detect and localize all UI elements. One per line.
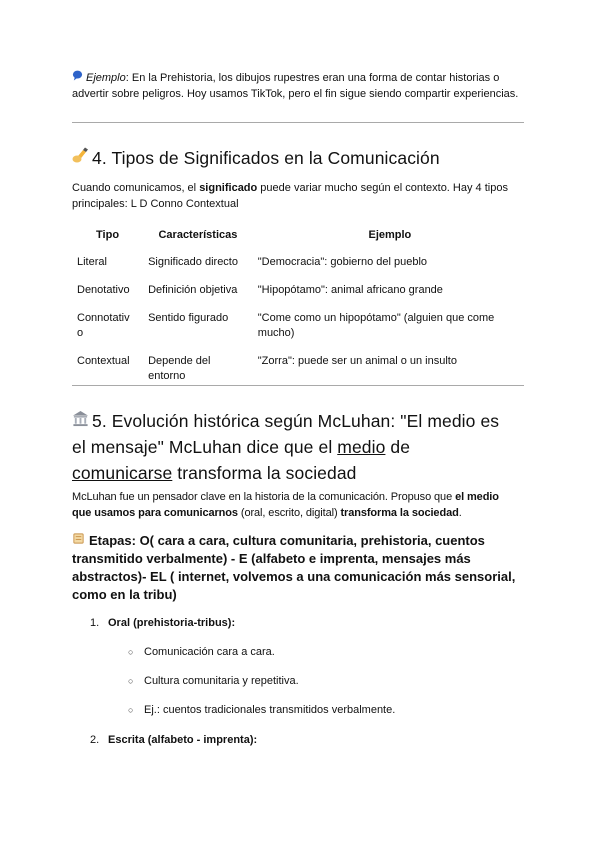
intro-bold: significado (199, 182, 258, 194)
table-header-tipo: Tipo (96, 229, 120, 241)
table-header-ejemplo: Ejemplo (368, 229, 412, 241)
section-4-heading (72, 145, 440, 171)
intro-text-a: Cuando comunicamos, el (72, 182, 200, 194)
section-4-title: 4. Tipos de Significados en la Comunicación (92, 148, 440, 168)
section-5-title-line2a: el mensaje" McLuhan dice que el (72, 437, 338, 457)
list-subitem: Cultura comunitaria y repetitiva. (144, 675, 299, 687)
list-number: 1. (90, 617, 100, 629)
table-cell: "Hipopótamo": animal africano grande (257, 284, 443, 296)
classical-building-icon (72, 408, 92, 434)
section-5-title-line3b: transforma la sociedad (172, 463, 357, 483)
bullet-icon: ○ (128, 647, 134, 657)
para-bold: el medio (455, 491, 499, 503)
para-bold: que usamos para comunicarnos (72, 507, 238, 519)
para-text: McLuhan fue un pensador clave en la historia de la comunicación. Propuso que (72, 491, 456, 503)
section-5-title-line2c: de (385, 437, 411, 457)
stages-line-4: como en la tribu) (72, 587, 177, 602)
table-row (72, 351, 527, 394)
stages-paragraph (72, 532, 532, 604)
table-cell: Depende del entorno (148, 355, 211, 382)
table-cell: Connotativ o (77, 312, 130, 339)
stages-line-2: transmitido verbalmente) - E (alfabeto e imprenta, mensajes más (72, 551, 471, 566)
table-row (72, 308, 527, 351)
table-row (72, 252, 527, 280)
divider (72, 385, 524, 386)
example-text-2: advertir sobre peligros. Hoy usamos TikTok, pero el fin sigue siendo compartir experiencias. (72, 88, 519, 100)
section-4-intro (72, 180, 532, 212)
intro-text-c: puede variar mucho según el contexto. Hay 4 tipos (257, 182, 508, 194)
table-cell: "Come como un hipopótamo" (alguien que come mucho) (257, 312, 495, 339)
bullet-icon: ○ (128, 705, 134, 715)
table-cell: Contextual (77, 355, 130, 367)
writing-hand-icon (72, 145, 92, 171)
stages-line-3: abstractos)- EL ( internet, volvemos a una comunicación más sensorial, (72, 569, 516, 584)
section-5-title-medio: medio (337, 437, 386, 457)
table-cell: Denotativo (77, 284, 130, 296)
table-cell: Sentido figurado (148, 312, 229, 324)
list-item-title: Escrita (alfabeto - imprenta): (108, 734, 258, 746)
example-text-1: : En la Prehistoria, los dibujos rupestres eran una forma de contar historias o (125, 72, 500, 84)
table-header-row (72, 225, 527, 252)
example-paragraph (72, 70, 532, 102)
bullet-icon: ○ (128, 676, 134, 686)
para-text: (oral, escrito, digital) (237, 507, 341, 519)
section-5-heading (72, 408, 532, 486)
section-5-title-comunicarse: comunicarse (72, 463, 173, 483)
example-label: Ejemplo (86, 72, 126, 84)
scroll-icon (72, 532, 89, 550)
table-row (72, 280, 527, 308)
table-cell: Significado directo (148, 256, 238, 268)
list-subitem: Ej.: cuentos tradicionales transmitidos verbalmente. (144, 704, 396, 716)
section-5-paragraph (72, 489, 532, 521)
section-5-title-line1: 5. Evolución histórica según McLuhan: "El medio es (92, 411, 500, 431)
stages-line-1: Etapas: O( cara a cara, cultura comunitaria, prehistoria, cuentos (89, 533, 485, 548)
para-bold: transforma la sociedad (340, 507, 459, 519)
intro-text-line2: principales: L D Conno Contextual (72, 198, 239, 210)
table-cell: Literal (77, 256, 107, 268)
list-number: 2. (90, 734, 100, 746)
table-cell: "Democracia": gobierno del pueblo (257, 256, 428, 268)
table-header-caracteristicas: Características (158, 229, 238, 241)
list-subitem: Comunicación cara a cara. (144, 646, 275, 658)
para-text: . (458, 507, 462, 519)
divider (72, 122, 524, 123)
table-cell: "Zorra": puede ser un animal o un insulto (257, 355, 457, 367)
speech-bubble-icon (72, 70, 86, 86)
table-cell: Definición objetiva (148, 284, 238, 296)
list-item-title: Oral (prehistoria-tribus): (108, 617, 236, 629)
meanings-table (72, 225, 527, 394)
